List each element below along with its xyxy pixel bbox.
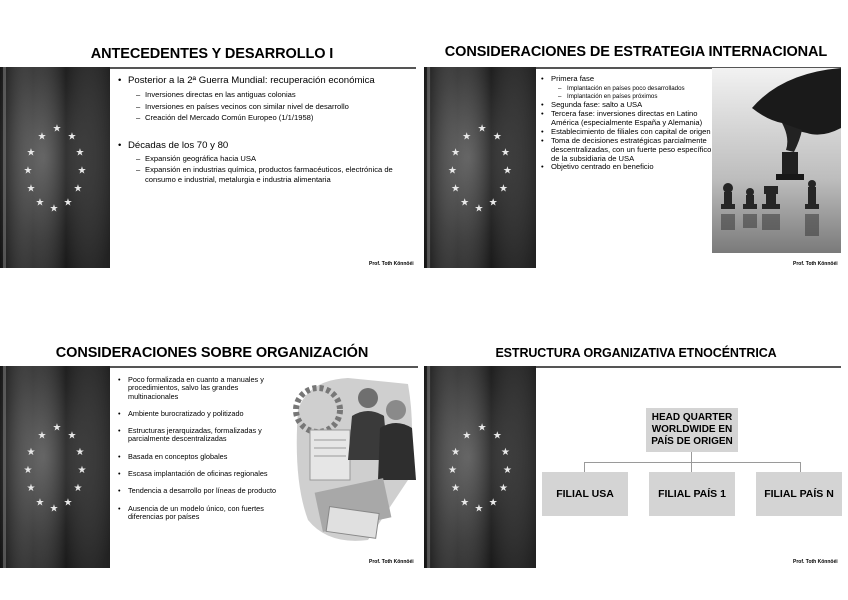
slide-3-rule xyxy=(110,366,418,368)
bullet-item xyxy=(541,75,713,100)
eu-flag-image xyxy=(424,67,536,268)
office-meeting-photo xyxy=(288,370,418,550)
slide-3 xyxy=(0,300,424,600)
subsidiary-box: FILIAL PAÍS 1 xyxy=(649,472,735,516)
bullet-item: • Toma de decisiones estratégicas parcialmente descentralizadas, con un fuerte peso específico de la subsidiaria de USA xyxy=(541,137,713,164)
slide-2-body xyxy=(541,75,713,172)
bullet-item: • Objetivo centrado en beneficio xyxy=(541,163,713,172)
bullet-item: • Basada en conceptos globales xyxy=(118,453,286,461)
org-connector xyxy=(691,452,692,462)
slide-1-rule xyxy=(110,67,416,69)
hq-box: HEAD QUARTER WORLDWIDE EN PAÍS DE ORIGEN xyxy=(646,408,738,452)
org-connector xyxy=(584,462,585,472)
slide-4 xyxy=(424,300,848,600)
bullet-item: • Poco formalizada en cuanto a manuales y procedimientos, salvo las grandes multinacionales xyxy=(118,376,286,401)
bullet-text: Décadas de los 70 y 80 xyxy=(128,139,229,151)
bullet-item: • Tercera fase: inversiones directas en Latino América (especialmente España y Alemania) xyxy=(541,110,713,128)
org-connector xyxy=(800,462,801,472)
bullet-item: • Escasa implantación de oficinas regionales xyxy=(118,470,286,478)
slide-4-rule xyxy=(536,366,841,368)
subsidiary-box: FILIAL USA xyxy=(542,472,628,516)
org-connector xyxy=(691,462,692,472)
sub-bullet: – Creación del Mercado Común Europeo (1/1/1958) xyxy=(136,112,418,124)
slide-3-title: CONSIDERACIONES SOBRE ORGANIZACIÓN xyxy=(55,345,369,361)
footer-author: Prof. Toth Könnöéi xyxy=(793,261,838,267)
sub-bullet: – Implantación en países poco desarrollados xyxy=(558,85,713,93)
bullet-text: Posterior a la 2ª Guerra Mundial: recuperación económica xyxy=(128,75,375,86)
bullet-item: • Ausencia de un modelo único, con fuertes diferencias por países xyxy=(118,505,286,522)
bullet-item xyxy=(118,75,418,124)
slide-1 xyxy=(0,0,424,300)
sub-bullet: – Expansión en industrias química, productos farmacéuticos, electrónica de consumo e industrial, metalurgia e industria alimentaria xyxy=(136,165,418,185)
slide-1-body xyxy=(118,75,418,185)
footer-author: Prof. Toth Könnöéi xyxy=(793,559,838,565)
bullet-item: • Estructuras jerarquizadas, formalizadas y parcialmente descentralizadas xyxy=(118,427,286,444)
footer-author: Prof. Toth Könnöéi xyxy=(369,261,414,267)
sub-bullet: – Implantación en países próximos xyxy=(558,93,713,101)
footer-author: Prof. Toth Könnöéi xyxy=(369,559,414,565)
sub-bullet: – Inversiones directas en las antiguas colonias xyxy=(136,89,418,101)
slide-3-body xyxy=(118,376,286,521)
slide-2-title: CONSIDERACIONES DE ESTRATEGIA INTERNACIONAL xyxy=(444,44,828,60)
subsidiary-box: FILIAL PAÍS N xyxy=(756,472,842,516)
eu-flag-image xyxy=(424,366,536,568)
bullet-item: • Tendencia a desarrollo por líneas de producto xyxy=(118,487,286,495)
eu-flag-image xyxy=(0,67,110,268)
bullet-item: • Segunda fase: salto a USA xyxy=(541,101,713,110)
slide-4-title: ESTRUCTURA ORGANIZATIVA ETNOCÉNTRICA xyxy=(495,346,777,360)
bullet-item: • Ambiente burocratizado y politizado xyxy=(118,410,286,418)
sub-bullet: – Expansión geográfica hacia USA xyxy=(136,154,418,164)
chess-hand-photo xyxy=(712,68,841,253)
bullet-item: • Establecimiento de filiales con capital de origen xyxy=(541,128,713,137)
bullet-item xyxy=(118,140,418,185)
eu-flag-image xyxy=(0,366,110,568)
sub-bullet: – Inversiones en países vecinos con similar nivel de desarrollo xyxy=(136,101,418,113)
org-connector xyxy=(584,462,800,463)
slide-2 xyxy=(424,0,848,300)
bullet-text: Primera fase xyxy=(551,74,595,83)
slide-1-title: ANTECEDENTES Y DESARROLLO I xyxy=(90,46,334,62)
